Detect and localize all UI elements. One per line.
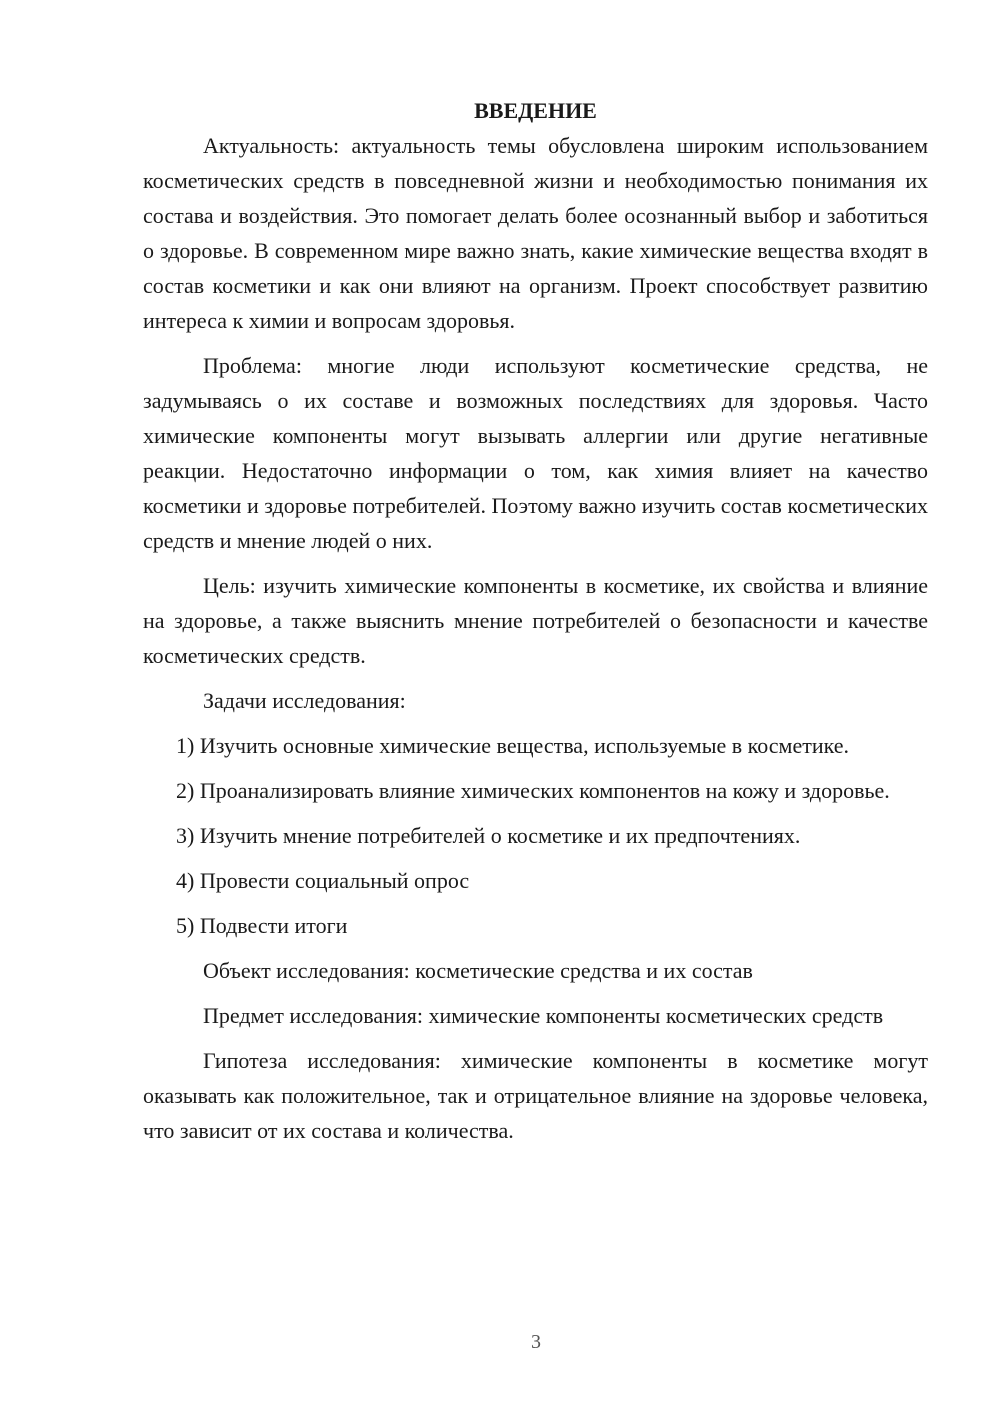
problem-paragraph: Проблема: многие люди используют косметические средства, не задумываясь о их составе и возможных последствиях для здоровья. Часто химические компоненты могут вызывать аллергии или другие негативные реакции. Недостаточно информации о том, как химия влияет на качество косметики и здоровье потребителей. Поэтому важно изучить состав косметических средств и мнение людей о них. (143, 353, 928, 553)
document-page (143, 93, 928, 1158)
object-paragraph: Объект исследования: косметические средства и их состав (203, 958, 753, 983)
task-item: 4) Провести социальный опрос (176, 868, 470, 893)
task-item: 5) Подвести итоги (176, 913, 348, 938)
section-heading: ВВЕДЕНИЕ (474, 98, 597, 123)
goal-paragraph: Цель: изучить химические компоненты в косметике, их свойства и влияние на здоровье, а также выяснить мнение потребителей о безопасности и качестве косметических средств. (143, 573, 928, 668)
relevance-paragraph: Актуальность: актуальность темы обусловлена широким использованием косметических средств в повседневной жизни и необходимостью понимания их состава и воздействия. Это помогает делать более осознанный выбор и заботиться о здоровье. В современном мире важно знать, какие химические вещества входят в состав косметики и как они влияют на организм. Проект способствует развитию интереса к химии и вопросам здоровья. (143, 133, 928, 333)
page-number: 3 (531, 1331, 541, 1353)
task-item: 3) Изучить мнение потребителей о косметике и их предпочтениях. (176, 823, 801, 848)
task-item: 1) Изучить основные химические вещества, используемые в косметике. (176, 733, 850, 758)
hypothesis-paragraph: Гипотеза исследования: химические компоненты в косметике могут оказывать как положительное, так и отрицательное влияние на здоровье человека, что зависит от их состава и количества. (143, 1048, 928, 1143)
subject-paragraph: Предмет исследования: химические компоненты косметических средств (203, 1003, 884, 1028)
task-item: 2) Проанализировать влияние химических компонентов на кожу и здоровье. (176, 778, 890, 803)
tasks-title: Задачи исследования: (203, 688, 406, 713)
